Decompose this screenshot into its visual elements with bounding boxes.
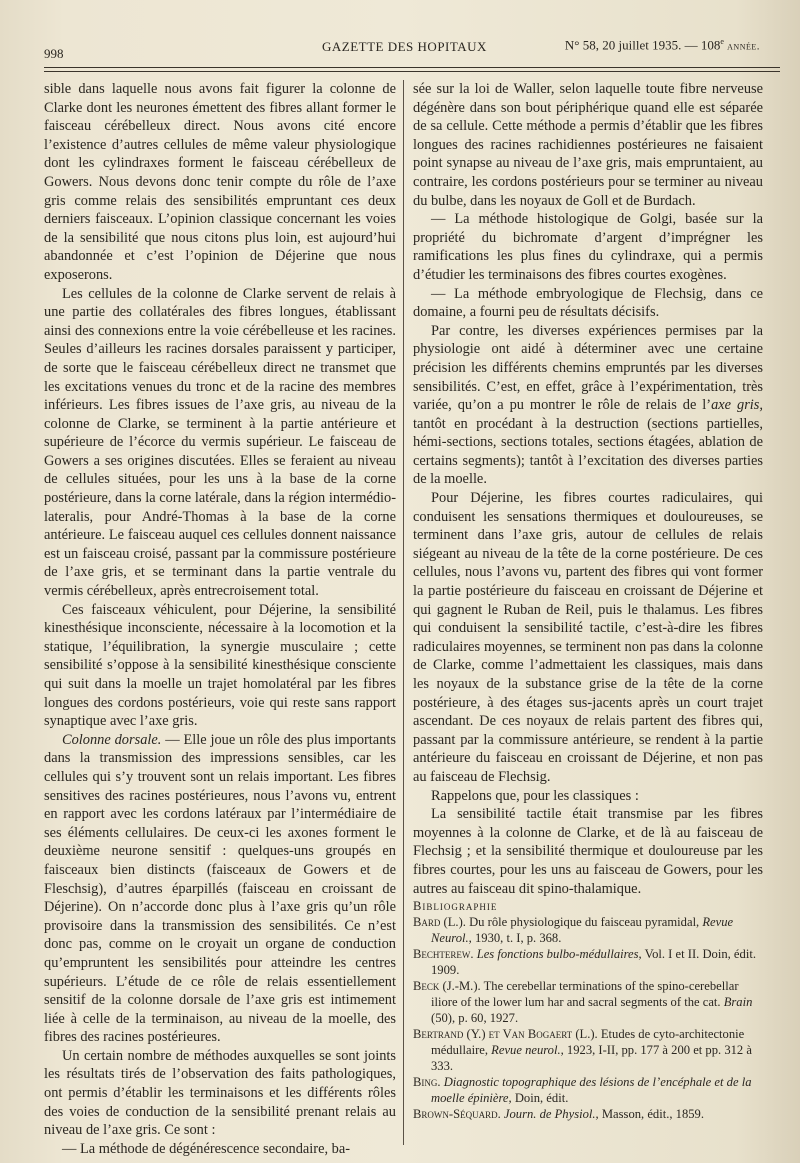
left-paragraph-3: Ces faisceaux véhiculent, pour Déjerine, la sensibilité kinesthésique inconsciente, nécessaire à la locomotion et la statique, l’équilibration, la synergie musculaire ; cette sensibilité s’oppose à la sensibilité kinesthésique consciente qui suit dans la moelle un trajet homolatéral par les fibres longues des cordons postérieurs, voie qui reste sans rapport synaptique avec l’axe gris. [44, 601, 396, 730]
bib-entry [413, 914, 763, 946]
right-paragraph-4b: tantôt en procédant à la destruction (sections partielles, hémi-sections, sections totales, sections étagées, ablation de certains segments); tantôt à l’excitation des diverses parties de la moelle. [413, 415, 763, 488]
bib-entry [413, 1074, 763, 1106]
right-paragraph-6: Rappelons que, pour les classiques : [431, 787, 639, 804]
right-paragraph-4a: Par contre, les diverses expériences permises par la physiologie ont aidé à déterminer avec une certaine précision les différents chemins empruntés par les diverses sensibilités. C’est, en effet, grâce à l’expérimentation, très variée, qu’on a pu montrer le rôle de relais de l’ [413, 322, 763, 414]
right-paragraph-2: — La méthode histologique de Golgi, basée sur la propriété du bichromate d’argent d’imprégner les ramifications les plus fines du cylindraxe, qui a permis d’étudier les terminaisons des fibres courtes exogènes. [413, 211, 763, 283]
left-paragraph-4 [44, 731, 396, 1047]
left-paragraph-2: Les cellules de la colonne de Clarke servent de relais à une partie des collatérales des fibres longues, établissant ainsi des connexions entre la voie cérébelleuse et les racines. Seules d’ailleurs les racines dorsales paraissent y participer, de sorte que le faisceau cérébelleux direct ne transmet que les excitations venues du tronc et de la racine des membres inférieurs. Les fibres issues de l’axe gris, au niveau de la colonne de Clarke, se terminent à la partie antérieure et supérieure de l’écorce du vermis supérieur. Le faisceau de Gowers a ses origines discutées. Elles se feraient au niveau de cellules situées, pour les uns à la base de la corne postérieure, dans la corne latérale, dans la région intermédio-lateralis, pour André-Thomas à la base de la corne antérieure. Le faisceau auquel ces cellules donnent naissance est un faisceau croisé, passant par la commissure postérieure de l’axe gris, et se terminant dans la partie ventrale du vermis cérébelleux, après entrecroisement total. [44, 285, 396, 600]
bib-post: (50), p. 60, 1927. [431, 1011, 519, 1026]
journal-title: GAZETTE DES HOPITAUX [322, 39, 487, 54]
section-heading-colonne-dorsale: Colonne dorsale. [62, 731, 162, 748]
bib-post: Doin, édit. [511, 1091, 569, 1106]
issue-date: N° 58, 20 juillet 1935. — 108 [564, 37, 721, 53]
bib-title: Journ. de Physiol., [503, 1107, 599, 1122]
header-rule-thick [44, 67, 780, 68]
bib-title: Revue Neurol., [431, 915, 734, 946]
bib-author: Bing. [413, 1075, 441, 1090]
bib-post: 1923, I-II, pp. 177 à 200 et pp. 312 à 333. [431, 1043, 752, 1074]
left-paragraph-4-text: — Elle joue un rôle des plus importants dans la transmission des impressions sensibles, car les cellules qui s’y trouvent sont un relais important. Les fibres sensitives des racines postérieures, nous l’avons vu, entrent en rapport avec les cordons latéraux par l’intermédiaire de ses éléments cellulaires. De ceux-ci les axones forment le deuxième neurone sensitif : quelques-uns groupés en faisceaux bien distincts (faisceaux de Gowers et de Fleschsig), d’autres éparpillés (faisceau en croissant de Déjerine). On n’accorde donc plus à l’axe gris qu’un rôle provisoire dans la transmission des sensibilités. Ce n’est donc pas, comme on le croyait un organe de conduction qu’empruntent les sensibilités pour atteindre les centres supérieurs. L’étude de ce rôle de relais essentiellement sensitif de la colonne dorsale de l’axe gris est intimement liée à celle de la terminaison, au niveau de la moelle, des fibres des racines postérieures. [44, 731, 396, 1046]
page-number: 998 [44, 46, 64, 61]
bib-author: Brown-Séquard. [413, 1107, 501, 1122]
bib-entry [413, 1106, 763, 1122]
issue-superscript: e [720, 37, 724, 46]
bib-post: 1930, t. I, p. 368. [471, 931, 562, 946]
bibliography [413, 898, 763, 1122]
bib-title: Revue neurol., [491, 1043, 564, 1058]
right-column [413, 80, 763, 1147]
bib-post: Vol. I et II. Doin, édit. 1909. [431, 947, 756, 978]
right-paragraph-4-emphasis: axe gris, [711, 397, 763, 414]
bib-author: Bertrand (Y.) et Van Bogaert (L.). [413, 1027, 598, 1042]
column-separator [403, 80, 404, 1145]
bib-entry [413, 978, 763, 1026]
bib-pre: Du rôle physiologique du faisceau pyramidal, [465, 915, 703, 930]
left-paragraph-5: Un certain nombre de méthodes auxquelles se sont joints les résultats tirés de l’observation des faits pathologiques, ont permis d’établir les terminaisons et les différents rôles des voies de conduction de la sensibilité prenant relais au niveau de l’axe gris. Ce sont : [44, 1047, 396, 1139]
bib-post: Masson, édit., 1859. [598, 1107, 704, 1122]
bib-author: Beck (J.-M.). [413, 979, 481, 994]
bib-pre: Etudes de cyto-architectonie médullaire, [431, 1027, 745, 1058]
bib-entry [413, 1026, 763, 1074]
bib-title: Les fonctions bulbo-médullaires, [476, 947, 642, 962]
bibliography-title: Bibliographie [413, 899, 498, 914]
bib-author: Bard (L.). [413, 915, 466, 930]
page-header [44, 36, 780, 60]
issue-info [565, 37, 760, 53]
header-rule-thin [44, 71, 780, 72]
right-paragraph-1: sée sur la loi de Waller, selon laquelle toute fibre nerveuse dégénère dans son bout périphérique quand elle est séparée de sa cellule. Cette méthode a permis d’établir que les fibres longues des racines rachidiennes postérieures ne faisaient point synapse au niveau de l’axe gris, mais empruntaient, au contraire, les cordons postérieurs pour se terminer au niveau du bulbe, dans les noyaux de Goll et de Burdach. [413, 81, 763, 209]
bib-pre: The cerebellar terminations of the spino-cerebellar iliore of the lower lum har and sacral segments of the cat. [431, 979, 739, 1010]
left-paragraph-1: sible dans laquelle nous avons fait figurer la colonne de Clarke dont les neurones émettent des fibres allant former le faisceau cérébelleux direct. Nous avons cité encore l’existence d’autres cellules de même valeur physiologique dont les cylindraxes forment le faisceau cérébelleux de Gowers. Nous devons donc tenir compte du rôle de l’axe gris comme relais des sensibilités empruntant ces deux derniers faisceaux. L’opinion classique concernant les voies de la sensibilité que nous citons plus loin, est aujourd’hui abandonnée et c’est l’opinion de Déjerine que nous exposerons. [44, 81, 396, 283]
issue-annee: année. [727, 40, 760, 53]
bib-entry [413, 946, 763, 978]
right-paragraph-3: — La méthode embryologique de Flechsig, dans ce domaine, a fourni peu de résultats décisifs. [413, 285, 763, 321]
right-paragraph-5: Pour Déjerine, les fibres courtes radiculaires, qui conduisent les sensations thermiques et douloureuses, se terminent dans l’axe gris, autour de cellules de relais siégeant au niveau de la tête de la corne postérieure. De ces cellules, nous l’avons vu, partent des fibres qui vont former la partie postérieure du faisceau en croissant de Déjerine et qui gagnent le Ruban de Reil, puis le thalamus. Les fibres qui conduisent la sensibilité tactile, c’est-à-dire les fibres radiculaires moyennes, se terminent non pas dans la colonne de Clarke, comme l’admettaient les classiques, mais dans les noyaux de la substance grise de la tête de la corne postérieure, à des étages sus-jacents après un court trajet ascendant. De ces noyaux de relais partent des fibres qui, passant par la commissure antérieure, se rendent à la partie antérieure du faisceau en croissant de Déjerine, et non pas au faisceau de Flechsig. [413, 490, 763, 785]
right-paragraph-4 [413, 322, 763, 489]
left-paragraph-6: — La méthode de dégénérescence secondaire, ba- [62, 1140, 351, 1157]
right-paragraph-7: La sensibilité tactile était transmise par les fibres moyennes à la colonne de Clarke, et de là au faisceau de Flechsig ; et la sensibilité thermique et douloureuse par les fibres courtes, pour les uns au faisceau de Gowers, pour les autres au faisceau dit spino-thalamique. [413, 806, 763, 897]
bib-title: Diagnostic topographique des lésions de l’encéphale et de la moelle épinière, [431, 1075, 752, 1106]
bib-title: Brain [723, 995, 753, 1010]
left-column [44, 80, 396, 1157]
bib-author: Bechterew. [413, 947, 474, 962]
